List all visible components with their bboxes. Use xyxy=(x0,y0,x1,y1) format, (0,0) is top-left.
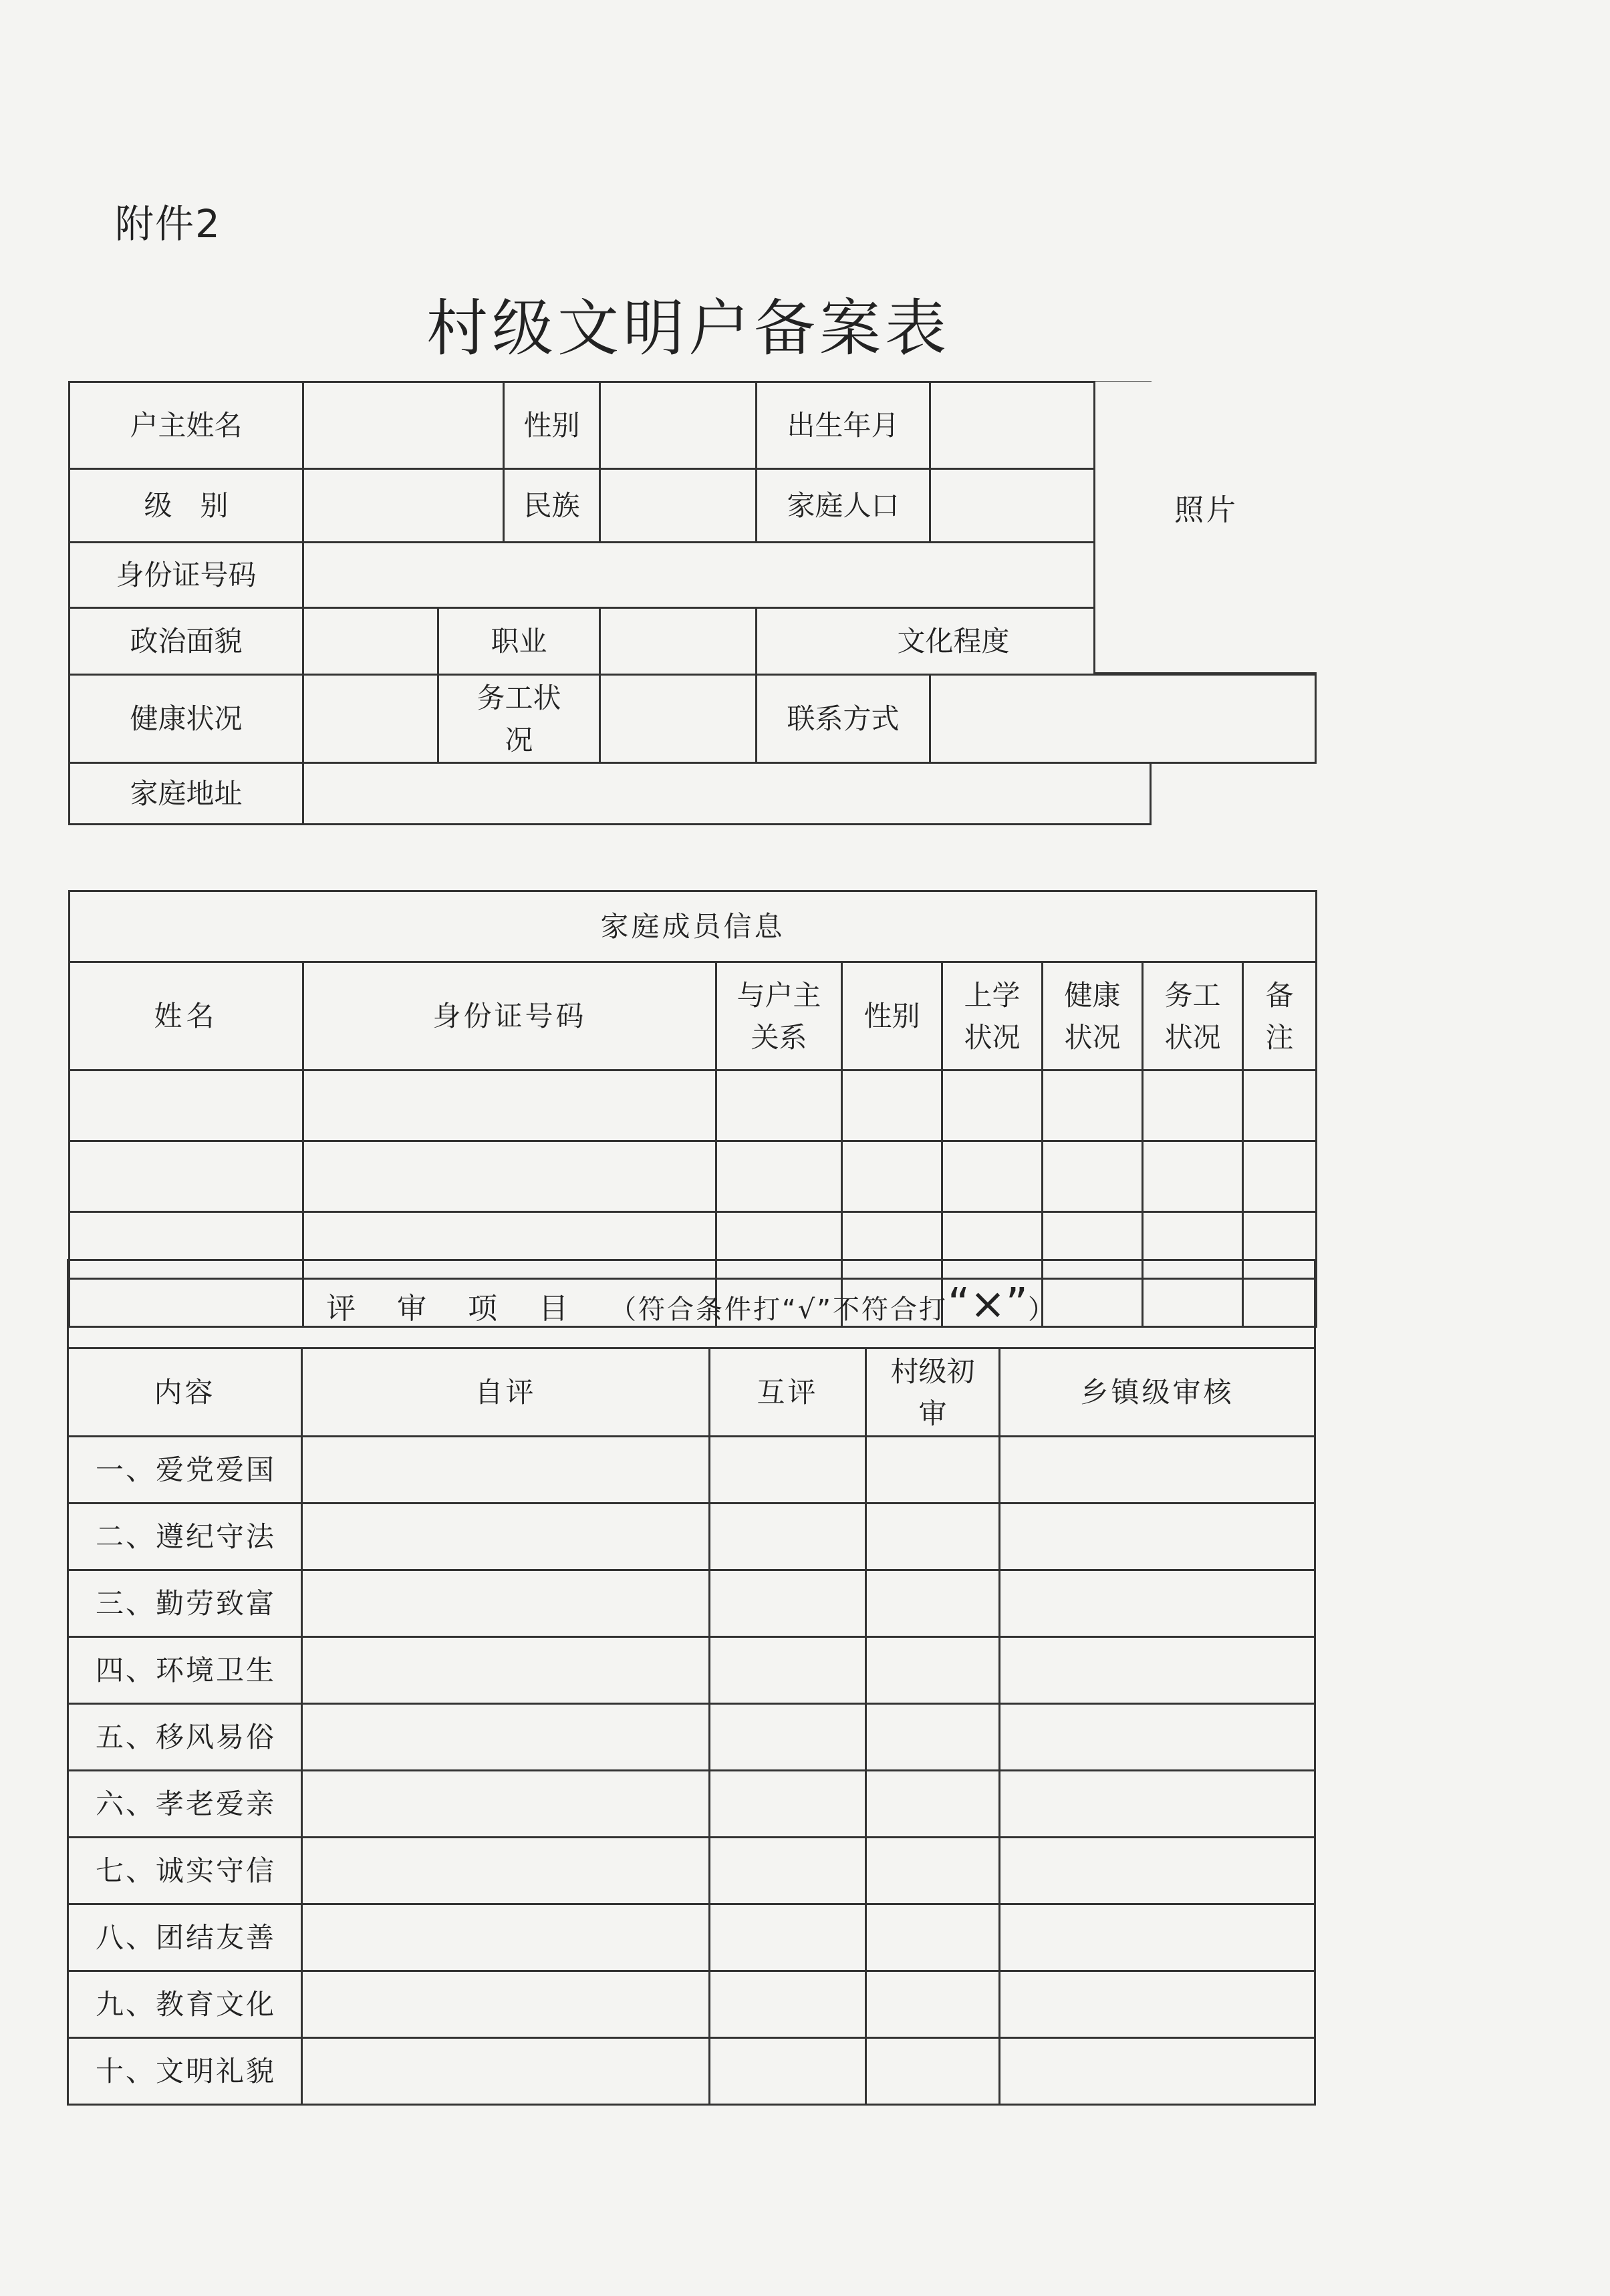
id-number-field[interactable] xyxy=(303,543,1151,608)
mutual-review-cell[interactable] xyxy=(710,1904,866,1971)
ethnicity-label: 民族 xyxy=(504,469,600,543)
review-section-title xyxy=(68,1260,1315,1348)
photo-box[interactable] xyxy=(1093,382,1317,673)
level-label: 级 别 xyxy=(70,469,303,543)
township-review-cell[interactable] xyxy=(1000,1637,1315,1704)
cell[interactable] xyxy=(842,1070,942,1141)
work-status-field[interactable] xyxy=(600,675,757,763)
birth-date-label: 出生年月 xyxy=(757,382,930,469)
self-review-cell[interactable] xyxy=(302,1971,710,2038)
village-review-cell[interactable] xyxy=(866,2038,1000,2105)
review-table xyxy=(67,1259,1316,2106)
review-row xyxy=(68,1704,1315,1771)
review-row xyxy=(68,1904,1315,1971)
col-mutual-review: 互评 xyxy=(710,1348,866,1437)
mutual-review-cell[interactable] xyxy=(710,1771,866,1838)
review-row xyxy=(68,1971,1315,2038)
township-review-cell[interactable] xyxy=(1000,1503,1315,1570)
form-title: 村级文明户备案表 xyxy=(426,293,950,364)
cell[interactable] xyxy=(942,1070,1043,1141)
col-township-review: 乡镇级审核 xyxy=(1000,1348,1315,1437)
review-row xyxy=(68,1437,1315,1503)
x-mark: “×” xyxy=(948,1279,1028,1329)
cell[interactable] xyxy=(1143,1070,1243,1141)
village-review-cell[interactable] xyxy=(866,1904,1000,1971)
cell[interactable] xyxy=(70,1141,303,1212)
self-review-cell[interactable] xyxy=(302,1704,710,1771)
contact-label: 联系方式 xyxy=(757,675,930,763)
township-review-cell[interactable] xyxy=(1000,2038,1315,2105)
occupation-field[interactable] xyxy=(600,608,757,675)
cell[interactable] xyxy=(1043,1070,1143,1141)
cell[interactable] xyxy=(1043,1141,1143,1212)
review-item-label: 七、诚实守信 xyxy=(68,1838,302,1904)
review-close-paren: ） xyxy=(1027,1294,1057,1325)
township-review-cell[interactable] xyxy=(1000,1570,1315,1637)
education-field[interactable] xyxy=(866,609,1093,673)
mutual-review-cell[interactable] xyxy=(710,1637,866,1704)
review-row xyxy=(68,1637,1315,1704)
review-row xyxy=(68,2038,1315,2105)
review-row xyxy=(68,1570,1315,1637)
cell[interactable] xyxy=(842,1141,942,1212)
col-name: 姓名 xyxy=(70,962,303,1070)
householder-name-field[interactable] xyxy=(303,382,504,469)
col-village-review: 村级初 审 xyxy=(866,1348,1000,1437)
col-gender: 性别 xyxy=(842,962,942,1070)
col-content: 内容 xyxy=(68,1348,302,1437)
annex-label: 附件2 xyxy=(115,201,221,247)
mutual-review-cell[interactable] xyxy=(710,2038,866,2105)
members-section-title: 家庭成员信息 xyxy=(70,891,1317,962)
review-item-label: 一、爱党爱国 xyxy=(68,1437,302,1503)
self-review-cell[interactable] xyxy=(302,1771,710,1838)
col-school: 上学 状况 xyxy=(942,962,1043,1070)
member-row xyxy=(70,1141,1317,1212)
village-review-cell[interactable] xyxy=(866,1570,1000,1637)
level-field[interactable] xyxy=(303,469,504,543)
mutual-review-cell[interactable] xyxy=(710,1437,866,1503)
mutual-review-cell[interactable] xyxy=(710,1971,866,2038)
work-status-label: 务工状 况 xyxy=(438,675,600,763)
col-health: 健康 状况 xyxy=(1043,962,1143,1070)
self-review-cell[interactable] xyxy=(302,2038,710,2105)
cell[interactable] xyxy=(716,1141,842,1212)
cell[interactable] xyxy=(1243,1070,1317,1141)
review-row xyxy=(68,1503,1315,1570)
household-size-label: 家庭人口 xyxy=(757,469,930,543)
village-review-cell[interactable] xyxy=(866,1971,1000,2038)
village-review-cell[interactable] xyxy=(866,1637,1000,1704)
cell[interactable] xyxy=(1243,1141,1317,1212)
education-label: 文化程度 xyxy=(757,608,1151,675)
cell[interactable] xyxy=(1143,1141,1243,1212)
review-title: 评审项目 xyxy=(326,1291,610,1326)
id-number-label: 身份证号码 xyxy=(70,543,303,608)
township-review-cell[interactable] xyxy=(1000,1437,1315,1503)
township-review-cell[interactable] xyxy=(1000,1838,1315,1904)
photo-label: 照片 xyxy=(1174,493,1238,527)
village-review-cell[interactable] xyxy=(866,1437,1000,1503)
gender-label: 性别 xyxy=(504,382,600,469)
householder-name-label: 户主姓名 xyxy=(70,382,303,469)
self-review-cell[interactable] xyxy=(302,1904,710,1971)
review-item-label: 六、孝老爱亲 xyxy=(68,1771,302,1838)
col-relation: 与户主 关系 xyxy=(716,962,842,1070)
political-status-field[interactable] xyxy=(303,608,438,675)
township-review-cell[interactable] xyxy=(1000,1971,1315,2038)
review-item-label: 五、移风易俗 xyxy=(68,1704,302,1771)
self-review-cell[interactable] xyxy=(302,1503,710,1570)
township-review-cell[interactable] xyxy=(1000,1771,1315,1838)
health-field[interactable] xyxy=(303,675,438,763)
village-review-cell[interactable] xyxy=(866,1838,1000,1904)
address-field[interactable] xyxy=(303,763,1151,825)
review-row xyxy=(68,1838,1315,1904)
township-review-cell[interactable] xyxy=(1000,1704,1315,1771)
mutual-review-cell[interactable] xyxy=(710,1838,866,1904)
review-item-label: 二、遵纪守法 xyxy=(68,1503,302,1570)
occupation-label: 职业 xyxy=(438,608,600,675)
col-self-review: 自评 xyxy=(302,1348,710,1437)
review-item-label: 九、教育文化 xyxy=(68,1971,302,2038)
review-item-label: 八、团结友善 xyxy=(68,1904,302,1971)
cell[interactable] xyxy=(70,1070,303,1141)
review-item-label: 十、文明礼貌 xyxy=(68,2038,302,2105)
self-review-cell[interactable] xyxy=(302,1437,710,1503)
mutual-review-cell[interactable] xyxy=(710,1704,866,1771)
cell[interactable] xyxy=(716,1070,842,1141)
review-note: （符合条件打“√”不符合打 xyxy=(610,1294,948,1325)
township-review-cell[interactable] xyxy=(1000,1904,1315,1971)
self-review-cell[interactable] xyxy=(302,1637,710,1704)
health-label: 健康状况 xyxy=(70,675,303,763)
review-item-label: 四、环境卫生 xyxy=(68,1637,302,1704)
mutual-review-cell[interactable] xyxy=(710,1570,866,1637)
address-label: 家庭地址 xyxy=(70,763,303,825)
mutual-review-cell[interactable] xyxy=(710,1503,866,1570)
review-row xyxy=(68,1771,1315,1838)
col-id-number: 身份证号码 xyxy=(303,962,716,1070)
gender-field[interactable] xyxy=(600,382,757,469)
review-item-label: 三、勤劳致富 xyxy=(68,1570,302,1637)
cell[interactable] xyxy=(303,1070,716,1141)
village-review-cell[interactable] xyxy=(866,1771,1000,1838)
col-remark: 备 注 xyxy=(1243,962,1317,1070)
self-review-cell[interactable] xyxy=(302,1838,710,1904)
member-row xyxy=(70,1070,1317,1141)
self-review-cell[interactable] xyxy=(302,1570,710,1637)
contact-field[interactable] xyxy=(930,675,1316,763)
village-review-cell[interactable] xyxy=(866,1704,1000,1771)
political-status-label: 政治面貌 xyxy=(70,608,303,675)
cell[interactable] xyxy=(942,1141,1043,1212)
photo-bottom-line xyxy=(1093,672,1317,674)
ethnicity-field[interactable] xyxy=(600,469,757,543)
col-work: 务工 状况 xyxy=(1143,962,1243,1070)
village-review-cell[interactable] xyxy=(866,1503,1000,1570)
cell[interactable] xyxy=(303,1141,716,1212)
